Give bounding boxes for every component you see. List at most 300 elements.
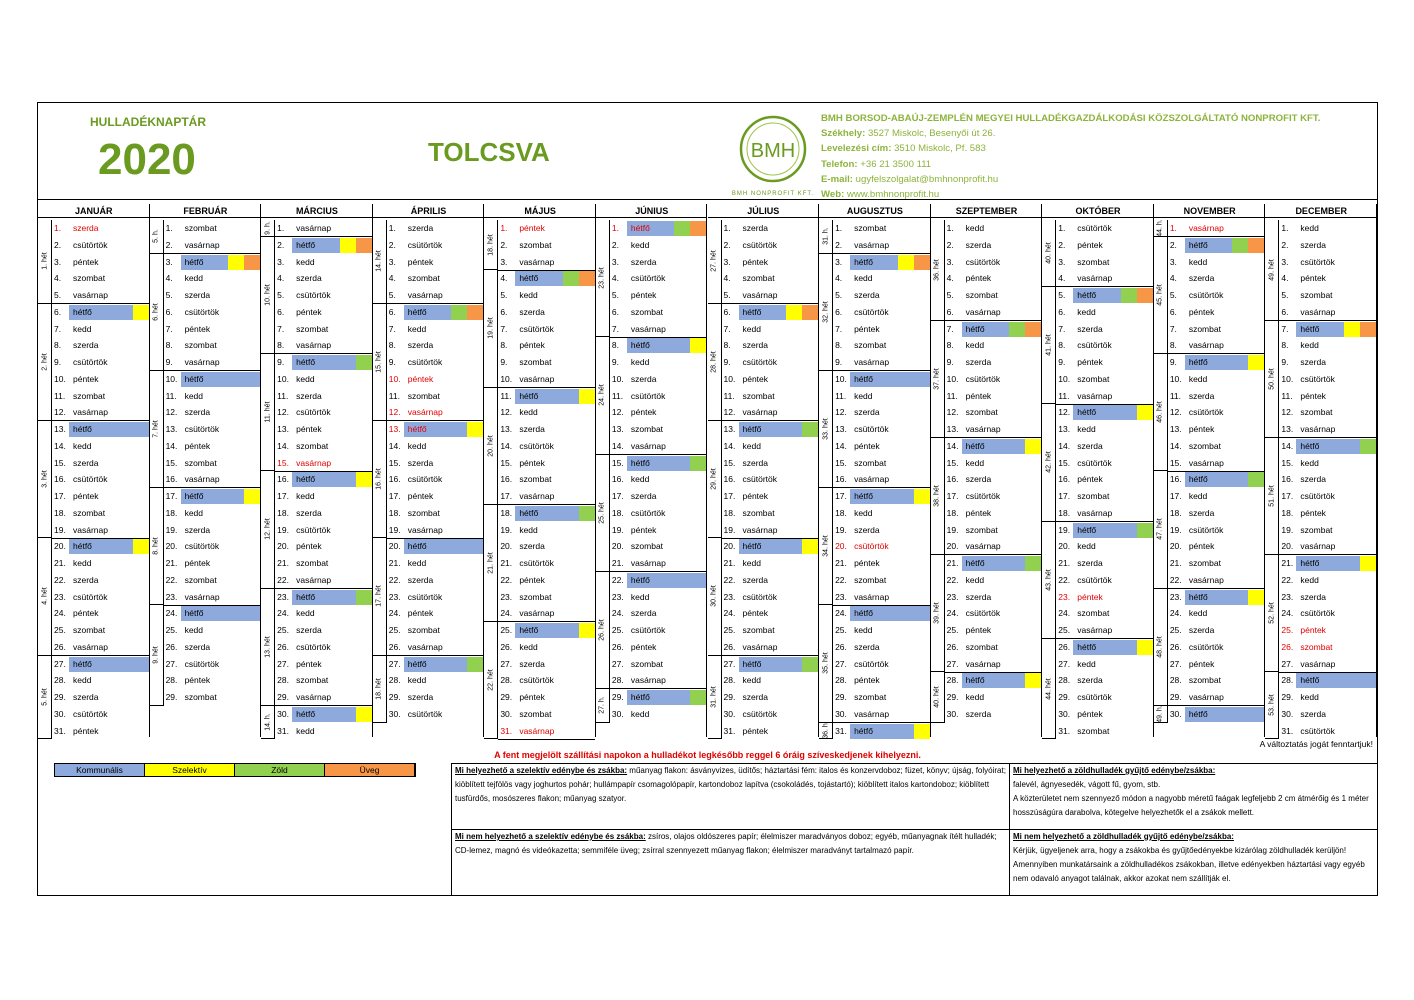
weekday-name: szombat: [519, 708, 552, 719]
day-row: [498, 388, 595, 405]
weekday-name: csütörtök: [184, 541, 220, 552]
day-row: [498, 689, 595, 706]
day-number: 23.: [946, 591, 959, 602]
day-row: [610, 471, 707, 488]
day-number: 16.: [723, 474, 736, 485]
day-number: 6.: [611, 306, 619, 317]
day-number: 30.: [388, 708, 401, 719]
day-row: [945, 656, 1042, 673]
weekday-name: kedd: [965, 340, 985, 351]
weekday-name: kedd: [854, 390, 873, 401]
day-row: [498, 270, 595, 287]
logo-text: BMH: [750, 140, 796, 162]
day-row: [1056, 572, 1153, 589]
day-number: 25.: [946, 625, 959, 635]
weekday-name: péntek: [184, 323, 211, 334]
month-2: [150, 204, 262, 737]
day-number: 11.: [611, 390, 624, 401]
month-title: ÁPRILIS: [373, 204, 485, 218]
weekday-name: kedd: [1300, 223, 1319, 233]
weekday-name: szerda: [73, 692, 99, 702]
day-number: 14.: [388, 440, 401, 451]
week-number: 37. hét: [931, 321, 945, 438]
day-number: 9.: [946, 357, 954, 367]
week-number: 40. hét: [1042, 220, 1056, 287]
company-name: BMH BORSOD-ABAÚJ-ZEMPLÉN MEGYEI HULLADÉKGAZDÁLKODÁSI KÖZSZOLGÁLTATÓ NONPROFIT KFT.: [821, 113, 1321, 124]
day-row: [833, 270, 930, 287]
day-number: 12.: [388, 407, 401, 418]
weekday-name: szombat: [296, 323, 329, 334]
weekday-name: hétfő: [1300, 323, 1320, 334]
weekday-name: szombat: [73, 273, 106, 284]
day-row: [1056, 354, 1153, 371]
day-number: 19.: [1169, 524, 1182, 535]
week-number: 7. hét: [150, 371, 164, 488]
day-row: [1279, 706, 1376, 723]
day-row: [833, 471, 930, 488]
day-number: 23.: [1281, 591, 1294, 602]
weekday-name: csütörtök: [1077, 692, 1112, 702]
day-number: 11.: [277, 390, 289, 401]
weekday-name: péntek: [742, 725, 769, 736]
day-number: 11.: [1169, 390, 1182, 401]
weekday-name: csütörtök: [296, 641, 331, 652]
weekday-name: csütörtök: [1077, 340, 1112, 351]
day-row: [1168, 656, 1265, 673]
day-number: 20.: [723, 541, 736, 552]
day-row: [387, 404, 484, 421]
day-row: [833, 555, 930, 572]
day-row: [722, 672, 819, 689]
day-number: 19.: [835, 524, 847, 535]
weekday-name: péntek: [519, 692, 545, 702]
day-number: 6.: [946, 306, 954, 317]
day-row: [945, 254, 1042, 271]
day-row: [1168, 455, 1265, 472]
day-row: [52, 220, 149, 237]
weekday-name: szombat: [407, 273, 440, 284]
day-number: 29.: [54, 692, 66, 702]
day-number: 8.: [500, 340, 508, 351]
week-number: 35. hét: [819, 605, 833, 722]
weekday-name: hétfő: [742, 658, 762, 669]
weekday-name: kedd: [519, 407, 538, 418]
day-row: [945, 455, 1042, 472]
day-number: 20.: [388, 541, 401, 552]
weekday-name: szombat: [965, 407, 998, 418]
day-number: 7.: [500, 323, 508, 334]
day-row: [610, 404, 707, 421]
day-row: [945, 505, 1042, 522]
day-row: [610, 538, 707, 555]
day-row: [722, 254, 819, 271]
weekday-name: kedd: [742, 440, 761, 451]
weekday-name: kedd: [742, 323, 761, 334]
collection-marker: [228, 255, 244, 270]
day-number: 21.: [1169, 558, 1182, 568]
day-row: [275, 572, 372, 589]
weekday-name: hétfő: [1077, 407, 1097, 418]
weekday-name: szombat: [519, 357, 552, 367]
weekday-name: hétfő: [965, 440, 985, 451]
day-number: 22.: [1058, 574, 1071, 585]
day-number: 28.: [835, 675, 847, 686]
weekday-name: hétfő: [1300, 675, 1320, 686]
weekday-name: kedd: [519, 524, 538, 535]
day-number: 18.: [611, 507, 624, 518]
day-row: [1056, 689, 1153, 706]
day-row: [610, 371, 707, 388]
day-row: [833, 388, 930, 405]
day-row: [275, 689, 372, 706]
weekday-name: hétfő: [630, 457, 650, 468]
collection-marker: [1360, 322, 1376, 337]
day-row: [1279, 304, 1376, 321]
day-row: [164, 254, 261, 271]
weekday-name: csütörtök: [1188, 290, 1224, 300]
weekday-name: szerda: [854, 524, 880, 535]
month-6: [596, 204, 708, 737]
weekday-name: kedd: [1077, 424, 1096, 434]
day-number: 10.: [277, 373, 289, 384]
day-row: [1168, 589, 1265, 606]
week-number: 50. hét: [1265, 321, 1279, 438]
day-row: [387, 371, 484, 388]
day-row: [498, 321, 595, 338]
day-row: [722, 220, 819, 237]
day-row: [52, 639, 149, 656]
weekday-name: szerda: [1077, 440, 1103, 451]
month-title: MÁRCIUS: [261, 204, 373, 218]
day-row: [275, 270, 372, 287]
day-row: [387, 471, 484, 488]
day-row: [387, 388, 484, 405]
day-number: 16.: [54, 474, 66, 485]
day-number: 24.: [1281, 608, 1294, 619]
weekday-name: szerda: [630, 608, 657, 619]
day-row: [387, 321, 484, 338]
weekday-name: szerda: [73, 223, 99, 233]
legend-uveg: Üveg: [325, 764, 415, 776]
day-number: 5.: [1169, 290, 1177, 300]
weekday-name: péntek: [854, 323, 880, 334]
day-row: [1168, 706, 1265, 723]
weekday-name: szerda: [1077, 558, 1103, 568]
day-row: [498, 404, 595, 421]
weekday-name: csütörtök: [1077, 223, 1112, 233]
collection-marker: [1025, 322, 1041, 337]
weekday-name: péntek: [73, 373, 99, 384]
day-row: [387, 488, 484, 505]
day-row: [722, 455, 819, 472]
day-row: [164, 639, 261, 656]
day-number: 27.: [946, 658, 959, 669]
day-row: [945, 388, 1042, 405]
phone-number: +36 21 3500 111: [860, 158, 932, 170]
weekday-name: vasárnap: [1077, 390, 1113, 401]
weekday-name: szombat: [407, 390, 440, 401]
weekday-name: szombat: [296, 675, 329, 686]
day-row: [833, 589, 930, 606]
weekday-name: hétfő: [407, 541, 427, 552]
month-title: OKTÓBER: [1042, 204, 1154, 218]
weekday-name: hétfő: [965, 675, 985, 686]
day-row: [275, 254, 372, 271]
week-number: 13. hét: [261, 589, 275, 706]
day-number: 12.: [1169, 407, 1182, 418]
day-row: [387, 438, 484, 455]
day-number: 7.: [54, 323, 62, 334]
green-forbidden: [1010, 830, 1378, 896]
weekday-name: vasárnap: [630, 558, 666, 568]
day-row: [275, 438, 372, 455]
day-row: [498, 488, 595, 505]
day-number: 22.: [835, 574, 847, 585]
day-row: [610, 622, 707, 639]
week-number: 30. hét: [708, 538, 722, 655]
day-number: 19.: [165, 524, 178, 535]
day-row: [52, 672, 149, 689]
day-number: 4.: [54, 273, 62, 284]
weekday-name: péntek: [854, 440, 880, 451]
weekday-name: vasárnap: [1300, 658, 1336, 669]
day-number: 12.: [1281, 407, 1294, 418]
day-number: 13.: [1169, 424, 1182, 434]
day-row: [610, 270, 707, 287]
day-number: 6.: [723, 306, 731, 317]
day-row: [275, 639, 372, 656]
weekday-name: szombat: [630, 541, 664, 552]
weekday-name: vasárnap: [630, 440, 666, 451]
day-row: [833, 321, 930, 338]
day-number: 17.: [1281, 491, 1294, 501]
day-number: 18.: [1169, 507, 1182, 518]
day-number: 8.: [1281, 340, 1289, 351]
day-number: 2.: [1169, 239, 1177, 250]
day-number: 2.: [723, 239, 731, 250]
day-number: 29.: [835, 692, 847, 702]
day-number: 7.: [611, 323, 619, 334]
day-row: [52, 488, 149, 505]
day-row: [833, 438, 930, 455]
weekday-name: szombat: [407, 625, 440, 635]
day-row: [164, 555, 261, 572]
day-number: 29.: [388, 692, 401, 702]
weekday-name: vasárnap: [742, 290, 778, 300]
weekday-name: csütörtök: [1300, 491, 1335, 501]
day-number: 8.: [946, 340, 954, 351]
day-row: [722, 505, 819, 522]
day-number: 29.: [1058, 692, 1071, 702]
weekday-name: kedd: [73, 323, 92, 334]
weekday-name: szombat: [73, 507, 106, 518]
day-number: 27.: [1169, 658, 1182, 669]
weekday-name: hétfő: [519, 625, 539, 635]
weekday-name: péntek: [73, 491, 99, 501]
day-row: [1279, 438, 1376, 455]
collection-marker: [1025, 439, 1041, 454]
day-row: [722, 371, 819, 388]
day-number: 21.: [611, 558, 624, 568]
day-number: 18.: [946, 507, 959, 518]
weekday-name: szerda: [296, 390, 322, 401]
day-number: 23.: [835, 591, 847, 602]
weekday-name: péntek: [519, 223, 545, 233]
day-number: 21.: [1281, 558, 1294, 568]
weekday-name: szerda: [519, 658, 545, 669]
day-number: 23.: [723, 591, 736, 602]
weekday-name: szombat: [184, 340, 217, 351]
day-number: 26.: [611, 641, 624, 652]
day-number: 24.: [611, 608, 624, 619]
weekday-name: szerda: [184, 407, 211, 418]
weekday-name: péntek: [296, 424, 322, 434]
day-number: 10.: [1058, 373, 1071, 384]
email-link[interactable]: ugyfelszolgalat@bmhnonprofit.hu: [855, 173, 999, 185]
week-number: 23. hét: [596, 220, 610, 337]
day-number: 26.: [165, 641, 178, 652]
day-row: [945, 220, 1042, 237]
day-row: [1056, 706, 1153, 723]
weekday-name: péntek: [73, 725, 99, 736]
day-row: [1279, 471, 1376, 488]
day-number: 12.: [500, 407, 513, 418]
day-row: [1056, 254, 1153, 271]
weekday-name: kedd: [296, 491, 315, 501]
day-row: [498, 656, 595, 673]
day-row: [52, 589, 149, 606]
day-number: 3.: [388, 256, 396, 267]
weekday-name: hétfő: [519, 390, 539, 401]
weekday-name: szombat: [742, 625, 775, 635]
day-number: 18.: [835, 507, 847, 518]
day-row: [387, 538, 484, 555]
day-number: 19.: [723, 524, 736, 535]
day-row: [1168, 605, 1265, 622]
day-row: [1056, 270, 1153, 287]
day-row: [1168, 371, 1265, 388]
weekday-name: hétfő: [965, 323, 985, 334]
week-number: 18. hét: [484, 220, 498, 270]
day-number: 11.: [835, 390, 847, 401]
collection-marker: [1121, 288, 1137, 303]
day-row: [610, 304, 707, 321]
week-number: 36. hét: [931, 220, 945, 321]
day-row: [164, 471, 261, 488]
month-11: [1154, 204, 1266, 737]
day-number: 10.: [835, 373, 847, 384]
day-number: 21.: [500, 558, 513, 568]
collection-marker: [1360, 556, 1376, 571]
day-row: [164, 371, 261, 388]
phone-label: Telefon:: [821, 158, 858, 170]
weekday-name: hétfő: [854, 256, 873, 267]
weekday-name: szombat: [965, 641, 998, 652]
day-row: [498, 337, 595, 354]
week-number: 10. hét: [261, 237, 275, 354]
week-number: 14. hét: [373, 220, 387, 304]
day-number: 29.: [165, 692, 178, 702]
day-number: 20.: [946, 541, 959, 552]
day-number: 1.: [611, 223, 619, 233]
day-number: 6.: [1058, 306, 1066, 317]
weekday-name: péntek: [407, 491, 434, 501]
day-row: [275, 622, 372, 639]
day-row: [945, 589, 1042, 606]
weekday-name: szombat: [1077, 725, 1110, 736]
weekday-name: péntek: [519, 340, 545, 351]
day-number: 27.: [723, 658, 736, 669]
day-row: [1168, 689, 1265, 706]
day-number: 18.: [54, 507, 66, 518]
day-number: 3.: [611, 256, 619, 267]
day-number: 1.: [1169, 223, 1177, 233]
weekday-name: szombat: [742, 507, 775, 518]
day-number: 23.: [1169, 591, 1182, 602]
day-row: [945, 337, 1042, 354]
collection-marker: [467, 657, 483, 672]
day-number: 14.: [165, 440, 178, 451]
day-row: [52, 337, 149, 354]
day-number: 9.: [165, 357, 173, 367]
week-number: 14. h.: [261, 706, 275, 740]
day-row: [275, 656, 372, 673]
weekday-name: szombat: [1077, 256, 1110, 267]
day-row: [1056, 488, 1153, 505]
weekday-name: csütörtök: [407, 357, 443, 367]
day-number: 7.: [277, 323, 285, 334]
day-number: 10.: [500, 373, 513, 384]
day-row: [722, 572, 819, 589]
day-row: [164, 304, 261, 321]
day-number: 2.: [277, 239, 285, 250]
day-row: [52, 304, 149, 321]
weekday-name: szerda: [407, 223, 434, 233]
day-row: [1279, 555, 1376, 572]
weekday-name: szerda: [854, 641, 880, 652]
day-number: 27.: [500, 658, 513, 669]
weekday-name: hétfő: [1077, 524, 1097, 535]
day-number: 18.: [388, 507, 401, 518]
weekday-name: hétfő: [519, 507, 539, 518]
day-number: 15.: [946, 457, 959, 468]
day-row: [387, 337, 484, 354]
day-row: [1168, 505, 1265, 522]
day-row: [1279, 572, 1376, 589]
day-row: [164, 287, 261, 304]
day-number: 18.: [277, 507, 289, 518]
day-number: 7.: [723, 323, 731, 334]
day-number: 29.: [611, 692, 624, 702]
weekday-name: csütörtök: [742, 591, 777, 602]
day-row: [164, 337, 261, 354]
day-number: 22.: [500, 574, 513, 585]
week-number: 41. hét: [1042, 287, 1056, 404]
weekday-name: szerda: [630, 256, 657, 267]
day-row: [164, 572, 261, 589]
weekday-name: kedd: [407, 440, 427, 451]
weekday-name: hétfő: [184, 608, 204, 619]
web-link[interactable]: www.bmhnonprofit.hu: [846, 189, 940, 201]
weekday-name: szerda: [184, 524, 211, 535]
day-number: 16.: [835, 474, 847, 485]
weekday-name: csütörtök: [519, 323, 554, 334]
day-number: 1.: [946, 223, 954, 233]
day-row: [164, 605, 261, 622]
day-row: [1168, 321, 1265, 338]
day-number: 27.: [165, 658, 178, 669]
day-row: [945, 605, 1042, 622]
